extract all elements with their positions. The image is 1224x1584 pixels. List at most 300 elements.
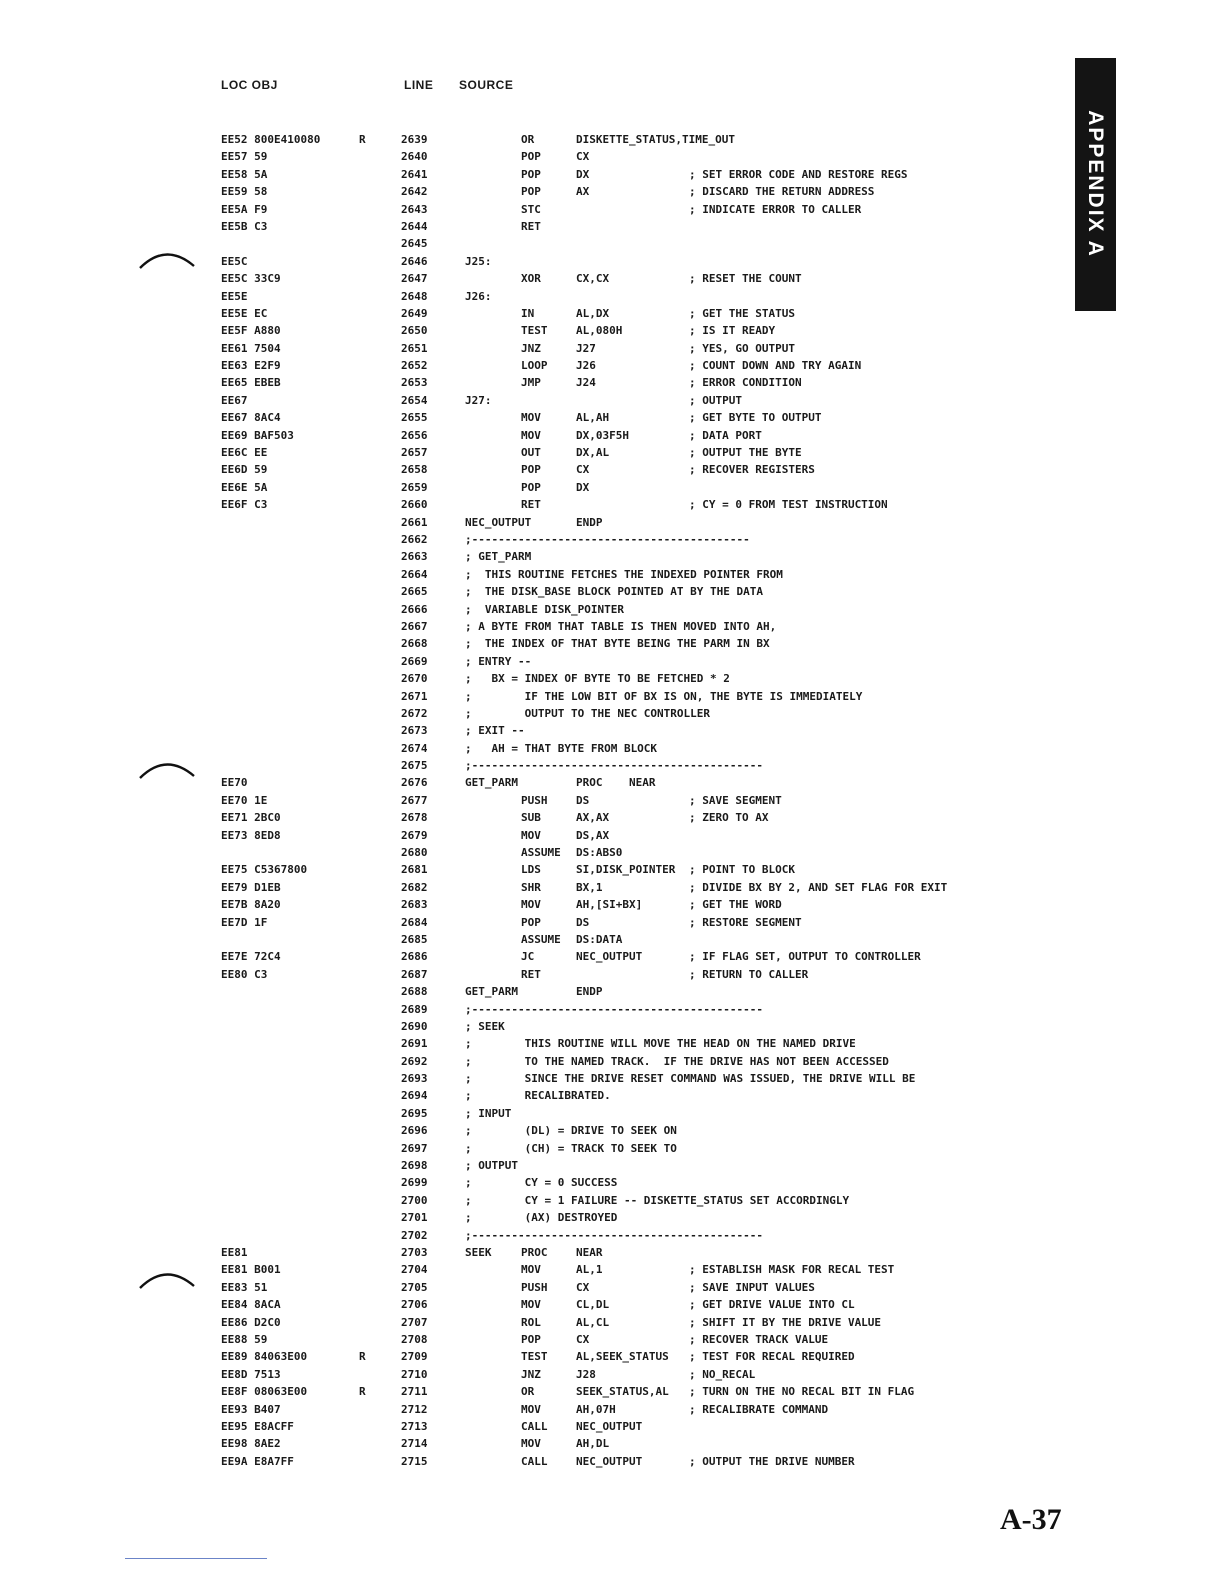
line-number: 2694	[401, 1089, 428, 1103]
loc-obj: EE73 8ED8	[221, 828, 281, 842]
listing-row	[0, 548, 1224, 565]
source-opcode: OUT	[521, 446, 541, 460]
loc-obj: EE5E	[221, 289, 248, 303]
source-comment: ; SHIFT IT BY THE DRIVE VALUE	[689, 1315, 882, 1329]
loc-obj: EE6C EE	[221, 446, 268, 460]
source-comment: ; IF FLAG SET, OUTPUT TO CONTROLLER	[689, 950, 921, 964]
source-opcode: POP	[521, 915, 541, 929]
source-opcode: MOV	[521, 1402, 541, 1416]
listing-row	[0, 218, 1224, 235]
source-label: NEC_OUTPUT	[465, 515, 532, 529]
source-opcode: ROL	[521, 1315, 541, 1329]
source-operand: J26	[576, 359, 596, 373]
source-comment-line: ;--------------------------------------------	[465, 1002, 764, 1016]
loc-obj: EE70 1E	[221, 793, 268, 807]
source-opcode: POP	[521, 150, 541, 164]
source-comment: ; GET BYTE TO OUTPUT	[689, 411, 822, 425]
listing-row	[0, 931, 1224, 948]
source-operand: DS,AX	[576, 828, 610, 842]
loc-obj: EE9A E8A7FF	[221, 1454, 294, 1468]
source-opcode: MOV	[521, 1437, 541, 1451]
source-opcode: STC	[521, 202, 541, 216]
source-operand: NEAR	[576, 1246, 603, 1259]
source-opcode: OR	[521, 1385, 535, 1399]
line-number: 2700	[401, 1193, 428, 1207]
source-comment-line: ; GET_PARM	[465, 550, 532, 564]
source-operand: DS	[576, 915, 590, 929]
line-number: 2678	[401, 811, 428, 825]
loc-obj: EE6F C3	[221, 498, 268, 512]
source-comment-line: ; THIS ROUTINE WILL MOVE THE HEAD ON THE NAMED DRIVE	[465, 1037, 856, 1051]
source-opcode: JMP	[521, 376, 541, 390]
line-number: 2640	[401, 150, 428, 164]
line-number: 2660	[401, 498, 428, 512]
source-comment-line: ;--------------------------------------------	[465, 1228, 764, 1242]
loc-obj: EE86 D2C0	[221, 1315, 281, 1329]
source-operand: AL,AH	[576, 411, 610, 425]
source-comment-line: ; AH = THAT BYTE FROM BLOCK	[465, 741, 658, 755]
source-comment-line: ; ENTRY --	[465, 654, 532, 668]
listing-row	[0, 705, 1224, 722]
loc-obj: EE7D 1F	[221, 915, 268, 929]
line-number: 2705	[401, 1280, 428, 1294]
source-operand: CX	[576, 1280, 590, 1294]
listing-row	[0, 1209, 1224, 1226]
listing-row	[0, 757, 1224, 774]
line-number: 2697	[401, 1141, 428, 1155]
loc-obj: EE7B 8A20	[221, 898, 281, 912]
line-number: 2710	[401, 1367, 428, 1381]
loc-obj: EE81	[221, 1246, 248, 1259]
source-comment-line: ; A BYTE FROM THAT TABLE IS THEN MOVED INTO AH,	[465, 619, 777, 633]
loc-obj: EE6E 5A	[221, 480, 268, 494]
listing-row	[0, 844, 1224, 861]
source-comment-line: ; (DL) = DRIVE TO SEEK ON	[465, 1124, 677, 1138]
listing-row	[0, 1244, 1224, 1261]
line-number: 2691	[401, 1037, 428, 1051]
listing-row	[0, 131, 1224, 148]
line-number: 2674	[401, 741, 428, 755]
listing-row	[0, 496, 1224, 513]
source-opcode: ASSUME	[521, 932, 561, 946]
source-comment: ; CY = 0 FROM TEST INSTRUCTION	[689, 498, 888, 512]
listing-row	[0, 1279, 1224, 1296]
source-opcode: RET	[521, 498, 541, 512]
source-comment: ; YES, GO OUTPUT	[689, 341, 795, 355]
reloc-flag: R	[359, 1350, 366, 1364]
assembly-listing	[0, 131, 1224, 1470]
source-comment-line: ; INPUT	[465, 1106, 512, 1120]
line-number: 2690	[401, 1019, 428, 1033]
source-operand: NEC_OUTPUT	[576, 1419, 643, 1433]
line-number: 2680	[401, 846, 428, 860]
line-number: 2695	[401, 1106, 428, 1120]
source-opcode: LOOP	[521, 359, 548, 373]
line-number: 2667	[401, 619, 428, 633]
line-number: 2641	[401, 167, 428, 181]
line-number: 2668	[401, 637, 428, 651]
source-opcode: JNZ	[521, 341, 541, 355]
line-number: 2706	[401, 1298, 428, 1312]
listing-row	[0, 253, 1224, 270]
line-number: 2679	[401, 828, 428, 842]
source-comment: ; DISCARD THE RETURN ADDRESS	[689, 185, 875, 199]
source-operand: SI,DISK_POINTER	[576, 863, 676, 877]
source-comment: ; SET ERROR CODE AND RESTORE REGS	[689, 167, 908, 181]
header-loc-obj: LOC OBJ	[221, 78, 278, 92]
listing-row	[0, 1296, 1224, 1313]
listing-row	[0, 1348, 1224, 1365]
source-operand: SEEK_STATUS,AL	[576, 1385, 669, 1399]
listing-row	[0, 444, 1224, 461]
source-operand: ENDP	[576, 515, 603, 529]
source-opcode: XOR	[521, 272, 541, 286]
listing-row	[0, 288, 1224, 305]
source-comment-line: ; OUTPUT TO THE NEC CONTROLLER	[465, 706, 711, 720]
source-operand: AH,07H	[576, 1402, 616, 1416]
line-number: 2688	[401, 985, 428, 999]
line-number: 2663	[401, 550, 428, 564]
line-number: 2677	[401, 793, 428, 807]
source-comment: ; OUTPUT THE BYTE	[689, 446, 802, 460]
line-number: 2714	[401, 1437, 428, 1451]
source-operand: DISKETTE_STATUS,TIME_OUT	[576, 133, 735, 146]
source-comment: ; IS IT READY	[689, 324, 776, 338]
source-operand: AX,AX	[576, 811, 610, 825]
source-comment: ; NO_RECAL	[689, 1367, 756, 1381]
loc-obj: EE5C 33C9	[221, 272, 281, 286]
source-opcode: MOV	[521, 828, 541, 842]
line-number: 2659	[401, 480, 428, 494]
listing-row	[0, 827, 1224, 844]
source-operand: DX	[576, 167, 590, 181]
listing-row	[0, 653, 1224, 670]
line-number: 2665	[401, 585, 428, 599]
loc-obj: EE67 8AC4	[221, 411, 281, 425]
listing-row	[0, 1018, 1224, 1035]
loc-obj: EE57 59	[221, 150, 268, 164]
appendix-tab-label: APPENDIX A	[1084, 110, 1107, 258]
source-opcode: CALL	[521, 1419, 548, 1433]
source-opcode: PUSH	[521, 793, 548, 807]
line-number: 2684	[401, 915, 428, 929]
source-operand: AL,SEEK_STATUS	[576, 1350, 669, 1364]
source-operand: PROC NEAR	[576, 776, 656, 790]
listing-row	[0, 148, 1224, 165]
line-number: 2654	[401, 393, 428, 407]
listing-row	[0, 201, 1224, 218]
source-operand: DS:DATA	[576, 932, 623, 946]
source-opcode: POP	[521, 167, 541, 181]
loc-obj: EE79 D1EB	[221, 880, 281, 894]
line-number: 2699	[401, 1176, 428, 1190]
source-operand: CX	[576, 463, 590, 477]
line-number: 2673	[401, 724, 428, 738]
source-opcode: CALL	[521, 1454, 548, 1468]
source-comment: ; OUTPUT THE DRIVE NUMBER	[689, 1454, 855, 1468]
source-comment: ; INDICATE ERROR TO CALLER	[689, 202, 862, 216]
listing-row	[0, 1105, 1224, 1122]
line-number: 2712	[401, 1402, 428, 1416]
source-opcode: JNZ	[521, 1367, 541, 1381]
listing-row	[0, 531, 1224, 548]
listing-row	[0, 1331, 1224, 1348]
line-number: 2648	[401, 289, 428, 303]
listing-row	[0, 914, 1224, 931]
source-operand: J28	[576, 1367, 596, 1381]
listing-row	[0, 879, 1224, 896]
source-opcode: JC	[521, 950, 535, 964]
loc-obj: EE70	[221, 776, 248, 790]
source-opcode: MOV	[521, 428, 541, 442]
line-number: 2692	[401, 1054, 428, 1068]
page-number: A-37	[1000, 1503, 1062, 1536]
loc-obj: EE84 8ACA	[221, 1298, 281, 1312]
listing-row	[0, 740, 1224, 757]
source-comment: ; DIVIDE BX BY 2, AND SET FLAG FOR EXIT	[689, 880, 948, 894]
loc-obj: EE5A F9	[221, 202, 268, 216]
source-comment-line: ;--------------------------------------------	[465, 759, 764, 773]
source-comment: ; RESET THE COUNT	[689, 272, 802, 286]
line-number: 2658	[401, 463, 428, 477]
listing-row	[0, 774, 1224, 791]
source-opcode: SHR	[521, 880, 541, 894]
loc-obj: EE69 BAF503	[221, 428, 294, 442]
listing-row	[0, 618, 1224, 635]
listing-row	[0, 688, 1224, 705]
line-number: 2650	[401, 324, 428, 338]
loc-obj: EE5C	[221, 254, 248, 268]
column-headers	[0, 78, 1224, 98]
source-opcode: MOV	[521, 898, 541, 912]
line-number: 2703	[401, 1246, 428, 1259]
source-operand: AL,1	[576, 1263, 603, 1277]
loc-obj: EE71 2BC0	[221, 811, 281, 825]
source-opcode: POP	[521, 1332, 541, 1346]
loc-obj: EE67	[221, 393, 248, 407]
source-comment: ; DATA PORT	[689, 428, 762, 442]
listing-row	[0, 861, 1224, 878]
listing-row	[0, 235, 1224, 252]
source-operand: DX	[576, 480, 590, 494]
line-number: 2671	[401, 689, 428, 703]
source-operand: J27	[576, 341, 596, 355]
source-operand: NEC_OUTPUT	[576, 950, 643, 964]
line-number: 2645	[401, 237, 428, 251]
source-comment-line: ; SINCE THE DRIVE RESET COMMAND WAS ISSUED, THE DRIVE WILL BE	[465, 1072, 916, 1086]
loc-obj: EE95 E8ACFF	[221, 1419, 294, 1433]
loc-obj: EE7E 72C4	[221, 950, 281, 964]
listing-row	[0, 635, 1224, 652]
source-comment: ; SAVE INPUT VALUES	[689, 1280, 815, 1294]
line-number: 2669	[401, 654, 428, 668]
source-operand: DX,AL	[576, 446, 610, 460]
source-comment-line: ;------------------------------------------	[465, 532, 750, 546]
loc-obj: EE93 B407	[221, 1402, 281, 1416]
source-operand: AL,080H	[576, 324, 623, 338]
loc-obj: EE83 51	[221, 1280, 268, 1294]
header-line: LINE	[404, 78, 434, 92]
source-comment: ; RESTORE SEGMENT	[689, 915, 802, 929]
source-opcode: RET	[521, 967, 541, 981]
listing-row	[0, 1001, 1224, 1018]
source-comment: ; RETURN TO CALLER	[689, 967, 809, 981]
source-operand: AL,CL	[576, 1315, 610, 1329]
listing-row	[0, 427, 1224, 444]
source-operand: CL,DL	[576, 1298, 610, 1312]
listing-row	[0, 1192, 1224, 1209]
source-operand: BX,1	[576, 880, 603, 894]
line-number: 2675	[401, 759, 428, 773]
header-source: SOURCE	[459, 78, 514, 92]
source-comment-line: ; (CH) = TRACK TO SEEK TO	[465, 1141, 677, 1155]
listing-row	[0, 583, 1224, 600]
reloc-flag: R	[359, 133, 366, 146]
listing-row	[0, 1383, 1224, 1400]
source-comment: ; POINT TO BLOCK	[689, 863, 795, 877]
source-opcode: TEST	[521, 324, 548, 338]
source-comment: ; ERROR CONDITION	[689, 376, 802, 390]
listing-row	[0, 983, 1224, 1000]
loc-obj: EE80 C3	[221, 967, 268, 981]
source-operand: NEC_OUTPUT	[576, 1454, 643, 1468]
source-comment-line: ; THE INDEX OF THAT BYTE BEING THE PARM IN BX	[465, 637, 770, 651]
line-number: 2639	[401, 133, 428, 146]
line-number: 2696	[401, 1124, 428, 1138]
source-comment: ; GET DRIVE VALUE INTO CL	[689, 1298, 855, 1312]
line-number: 2642	[401, 185, 428, 199]
source-comment: ; SAVE SEGMENT	[689, 793, 782, 807]
source-comment-line: ; RECALIBRATED.	[465, 1089, 611, 1103]
line-number: 2715	[401, 1454, 428, 1468]
line-number: 2662	[401, 532, 428, 546]
line-number: 2707	[401, 1315, 428, 1329]
listing-row	[0, 1035, 1224, 1052]
source-opcode: IN	[521, 306, 535, 320]
source-opcode: PROC	[521, 1246, 548, 1259]
source-operand: DS:ABS0	[576, 846, 623, 860]
source-comment: ; COUNT DOWN AND TRY AGAIN	[689, 359, 862, 373]
loc-obj: EE5F A880	[221, 324, 281, 338]
line-number: 2666	[401, 602, 428, 616]
line-number: 2655	[401, 411, 428, 425]
listing-row	[0, 966, 1224, 983]
listing-row	[0, 792, 1224, 809]
listing-row	[0, 340, 1224, 357]
listing-row	[0, 1435, 1224, 1452]
source-comment-line: ; BX = INDEX OF BYTE TO BE FETCHED * 2	[465, 672, 730, 686]
listing-row	[0, 1366, 1224, 1383]
source-comment-line: ; THIS ROUTINE FETCHES THE INDEXED POINTER FROM	[465, 567, 783, 581]
line-number: 2701	[401, 1211, 428, 1225]
line-number: 2702	[401, 1228, 428, 1242]
listing-row	[0, 183, 1224, 200]
loc-obj: EE61 7504	[221, 341, 281, 355]
line-number: 2682	[401, 880, 428, 894]
source-operand: DX,03F5H	[576, 428, 629, 442]
source-opcode: TEST	[521, 1350, 548, 1364]
source-opcode: MOV	[521, 411, 541, 425]
listing-row	[0, 409, 1224, 426]
source-opcode: SUB	[521, 811, 541, 825]
listing-row	[0, 1314, 1224, 1331]
loc-obj: EE8F 08063E00	[221, 1385, 308, 1399]
source-comment-line: ; SEEK	[465, 1019, 505, 1033]
source-comment-line: ; VARIABLE DISK_POINTER	[465, 602, 624, 616]
loc-obj: EE63 E2F9	[221, 359, 281, 373]
listing-row	[0, 270, 1224, 287]
line-number: 2646	[401, 254, 428, 268]
listing-row	[0, 514, 1224, 531]
line-number: 2672	[401, 706, 428, 720]
loc-obj: EE88 59	[221, 1332, 268, 1346]
source-opcode: OR	[521, 133, 535, 146]
source-comment-line: ; CY = 1 FAILURE -- DISKETTE_STATUS SET ACCORDINGLY	[465, 1193, 850, 1207]
line-number: 2709	[401, 1350, 428, 1364]
reloc-flag: R	[359, 1385, 366, 1399]
loc-obj: EE65 EBEB	[221, 376, 281, 390]
source-comment-line: ; CY = 0 SUCCESS	[465, 1176, 618, 1190]
source-operand: CX,CX	[576, 272, 610, 286]
source-operand: CX	[576, 150, 590, 164]
line-number: 2713	[401, 1419, 428, 1433]
source-label: SEEK	[465, 1246, 492, 1259]
listing-row	[0, 566, 1224, 583]
source-operand: AX	[576, 185, 590, 199]
listing-row	[0, 1140, 1224, 1157]
source-comment: ; ESTABLISH MASK FOR RECAL TEST	[689, 1263, 895, 1277]
line-number: 2643	[401, 202, 428, 216]
loc-obj: EE5B C3	[221, 219, 268, 233]
source-label: GET_PARM	[465, 776, 518, 790]
source-operand: AH,[SI+BX]	[576, 898, 643, 912]
listing-row	[0, 374, 1224, 391]
listing-row	[0, 601, 1224, 618]
loc-obj: EE98 8AE2	[221, 1437, 281, 1451]
source-comment: ; TEST FOR RECAL REQUIRED	[689, 1350, 855, 1364]
loc-obj: EE75 C5367800	[221, 863, 308, 877]
line-number: 2657	[401, 446, 428, 460]
listing-row	[0, 479, 1224, 496]
footer-rule	[125, 1558, 267, 1559]
source-operand: DS	[576, 793, 590, 807]
loc-obj: EE59 58	[221, 185, 268, 199]
source-comment-line: ; OUTPUT	[465, 1159, 518, 1173]
source-comment-line: ; IF THE LOW BIT OF BX IS ON, THE BYTE IS IMMEDIATELY	[465, 689, 863, 703]
line-number: 2651	[401, 341, 428, 355]
listing-row	[0, 357, 1224, 374]
listing-row	[0, 1087, 1224, 1104]
source-comment: ; GET THE WORD	[689, 898, 782, 912]
listing-row	[0, 461, 1224, 478]
source-comment: ; RECOVER REGISTERS	[689, 463, 815, 477]
listing-row	[0, 948, 1224, 965]
listing-row	[0, 1261, 1224, 1278]
line-number: 2644	[401, 219, 428, 233]
listing-row	[0, 1401, 1224, 1418]
loc-obj: EE5E EC	[221, 306, 268, 320]
source-comment-line: ; THE DISK_BASE BLOCK POINTED AT BY THE DATA	[465, 585, 764, 599]
source-operand: AH,DL	[576, 1437, 610, 1451]
source-opcode: POP	[521, 480, 541, 494]
line-number: 2693	[401, 1072, 428, 1086]
listing-row	[0, 1418, 1224, 1435]
line-number: 2661	[401, 515, 428, 529]
source-comment: ; ZERO TO AX	[689, 811, 769, 825]
source-comment-line: ; EXIT --	[465, 724, 525, 738]
source-comment: ; TURN ON THE NO RECAL BIT IN FLAG	[689, 1385, 915, 1399]
listing-row	[0, 670, 1224, 687]
